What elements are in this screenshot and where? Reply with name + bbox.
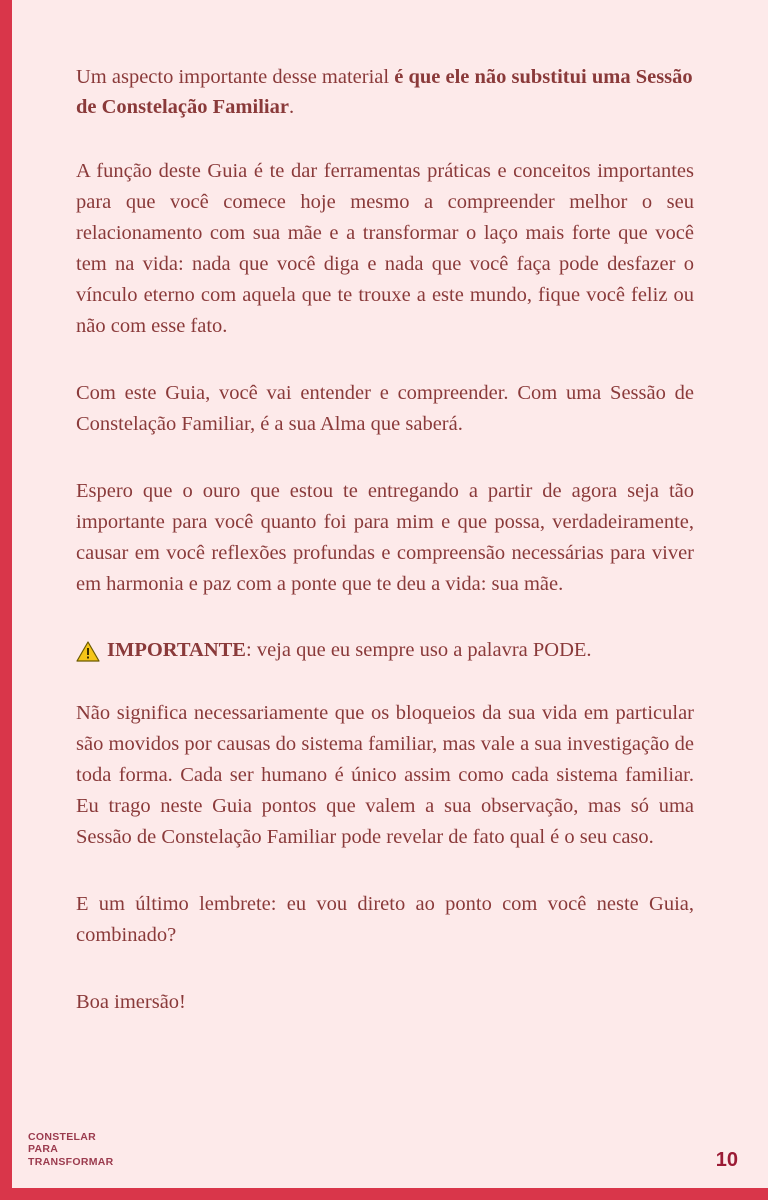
lead-normal-text: Um aspecto importante desse material	[76, 66, 395, 88]
page-number: 10	[715, 1149, 738, 1171]
paragraph-lead	[76, 62, 694, 122]
important-note	[76, 636, 694, 664]
paragraph-closing: Boa imersão!	[76, 991, 186, 1013]
important-rest: : veja que eu sempre uso a palavra PODE.	[246, 639, 592, 661]
paragraph-last-reminder: E um último lembrete: eu vou direto ao ponto com você neste Guia, combinado?	[76, 893, 694, 946]
paragraph-blockages: Não significa necessariamente que os bloqueios da sua vida em particular são movidos por causas do sistema familiar, mas vale a sua investigação de toda forma. Cada ser humano é único assim como cada sistema familiar. Eu trago neste Guia pontos que valem a sua observação, mas só uma Sessão de Constelação Familiar pode revelar de fato qual é o seu caso.	[76, 702, 694, 848]
left-accent-bar	[0, 0, 12, 1200]
warning-icon	[76, 640, 100, 664]
paragraph-gold-delivery: Espero que o ouro que estou te entregando a partir de agora seja tão importante para você quanto foi para mim e que possa, verdadeiramente, causar em você reflexões profundas e compreensão necessárias para viver em harmonia e paz com a ponte que te deu a vida: sua mãe.	[76, 480, 694, 595]
paragraph-guide-understanding: Com este Guia, você vai entender e compreender. Com uma Sessão de Constelação Familiar, é a sua Alma que saberá.	[76, 382, 694, 435]
important-note-text	[107, 636, 592, 664]
footer-logo-line-1: CONSTELAR	[28, 1130, 97, 1143]
page-content	[76, 62, 694, 1044]
lead-bold-text: é que ele não substitui uma Sessão de Constelação Familiar	[76, 66, 693, 118]
footer-logo-line-3: TRANSFORMAR	[28, 1155, 114, 1168]
lead-tail-text: .	[288, 96, 295, 118]
bottom-accent-bar	[0, 1188, 768, 1200]
footer-logo	[28, 1131, 114, 1169]
important-keyword: IMPORTANTE	[107, 639, 246, 661]
paragraph-function-guide: A função deste Guia é te dar ferramentas práticas e conceitos importantes para que você comece hoje mesmo a compreender melhor o seu relacionamento com sua mãe e a transformar o laço mais forte que você tem na vida: nada que você diga e nada que você faça pode desfazer o vínculo eterno com aquela que te trouxe a este mundo, fique você feliz ou não com esse fato.	[76, 160, 694, 337]
footer-logo-line-2: PARA	[28, 1143, 59, 1155]
